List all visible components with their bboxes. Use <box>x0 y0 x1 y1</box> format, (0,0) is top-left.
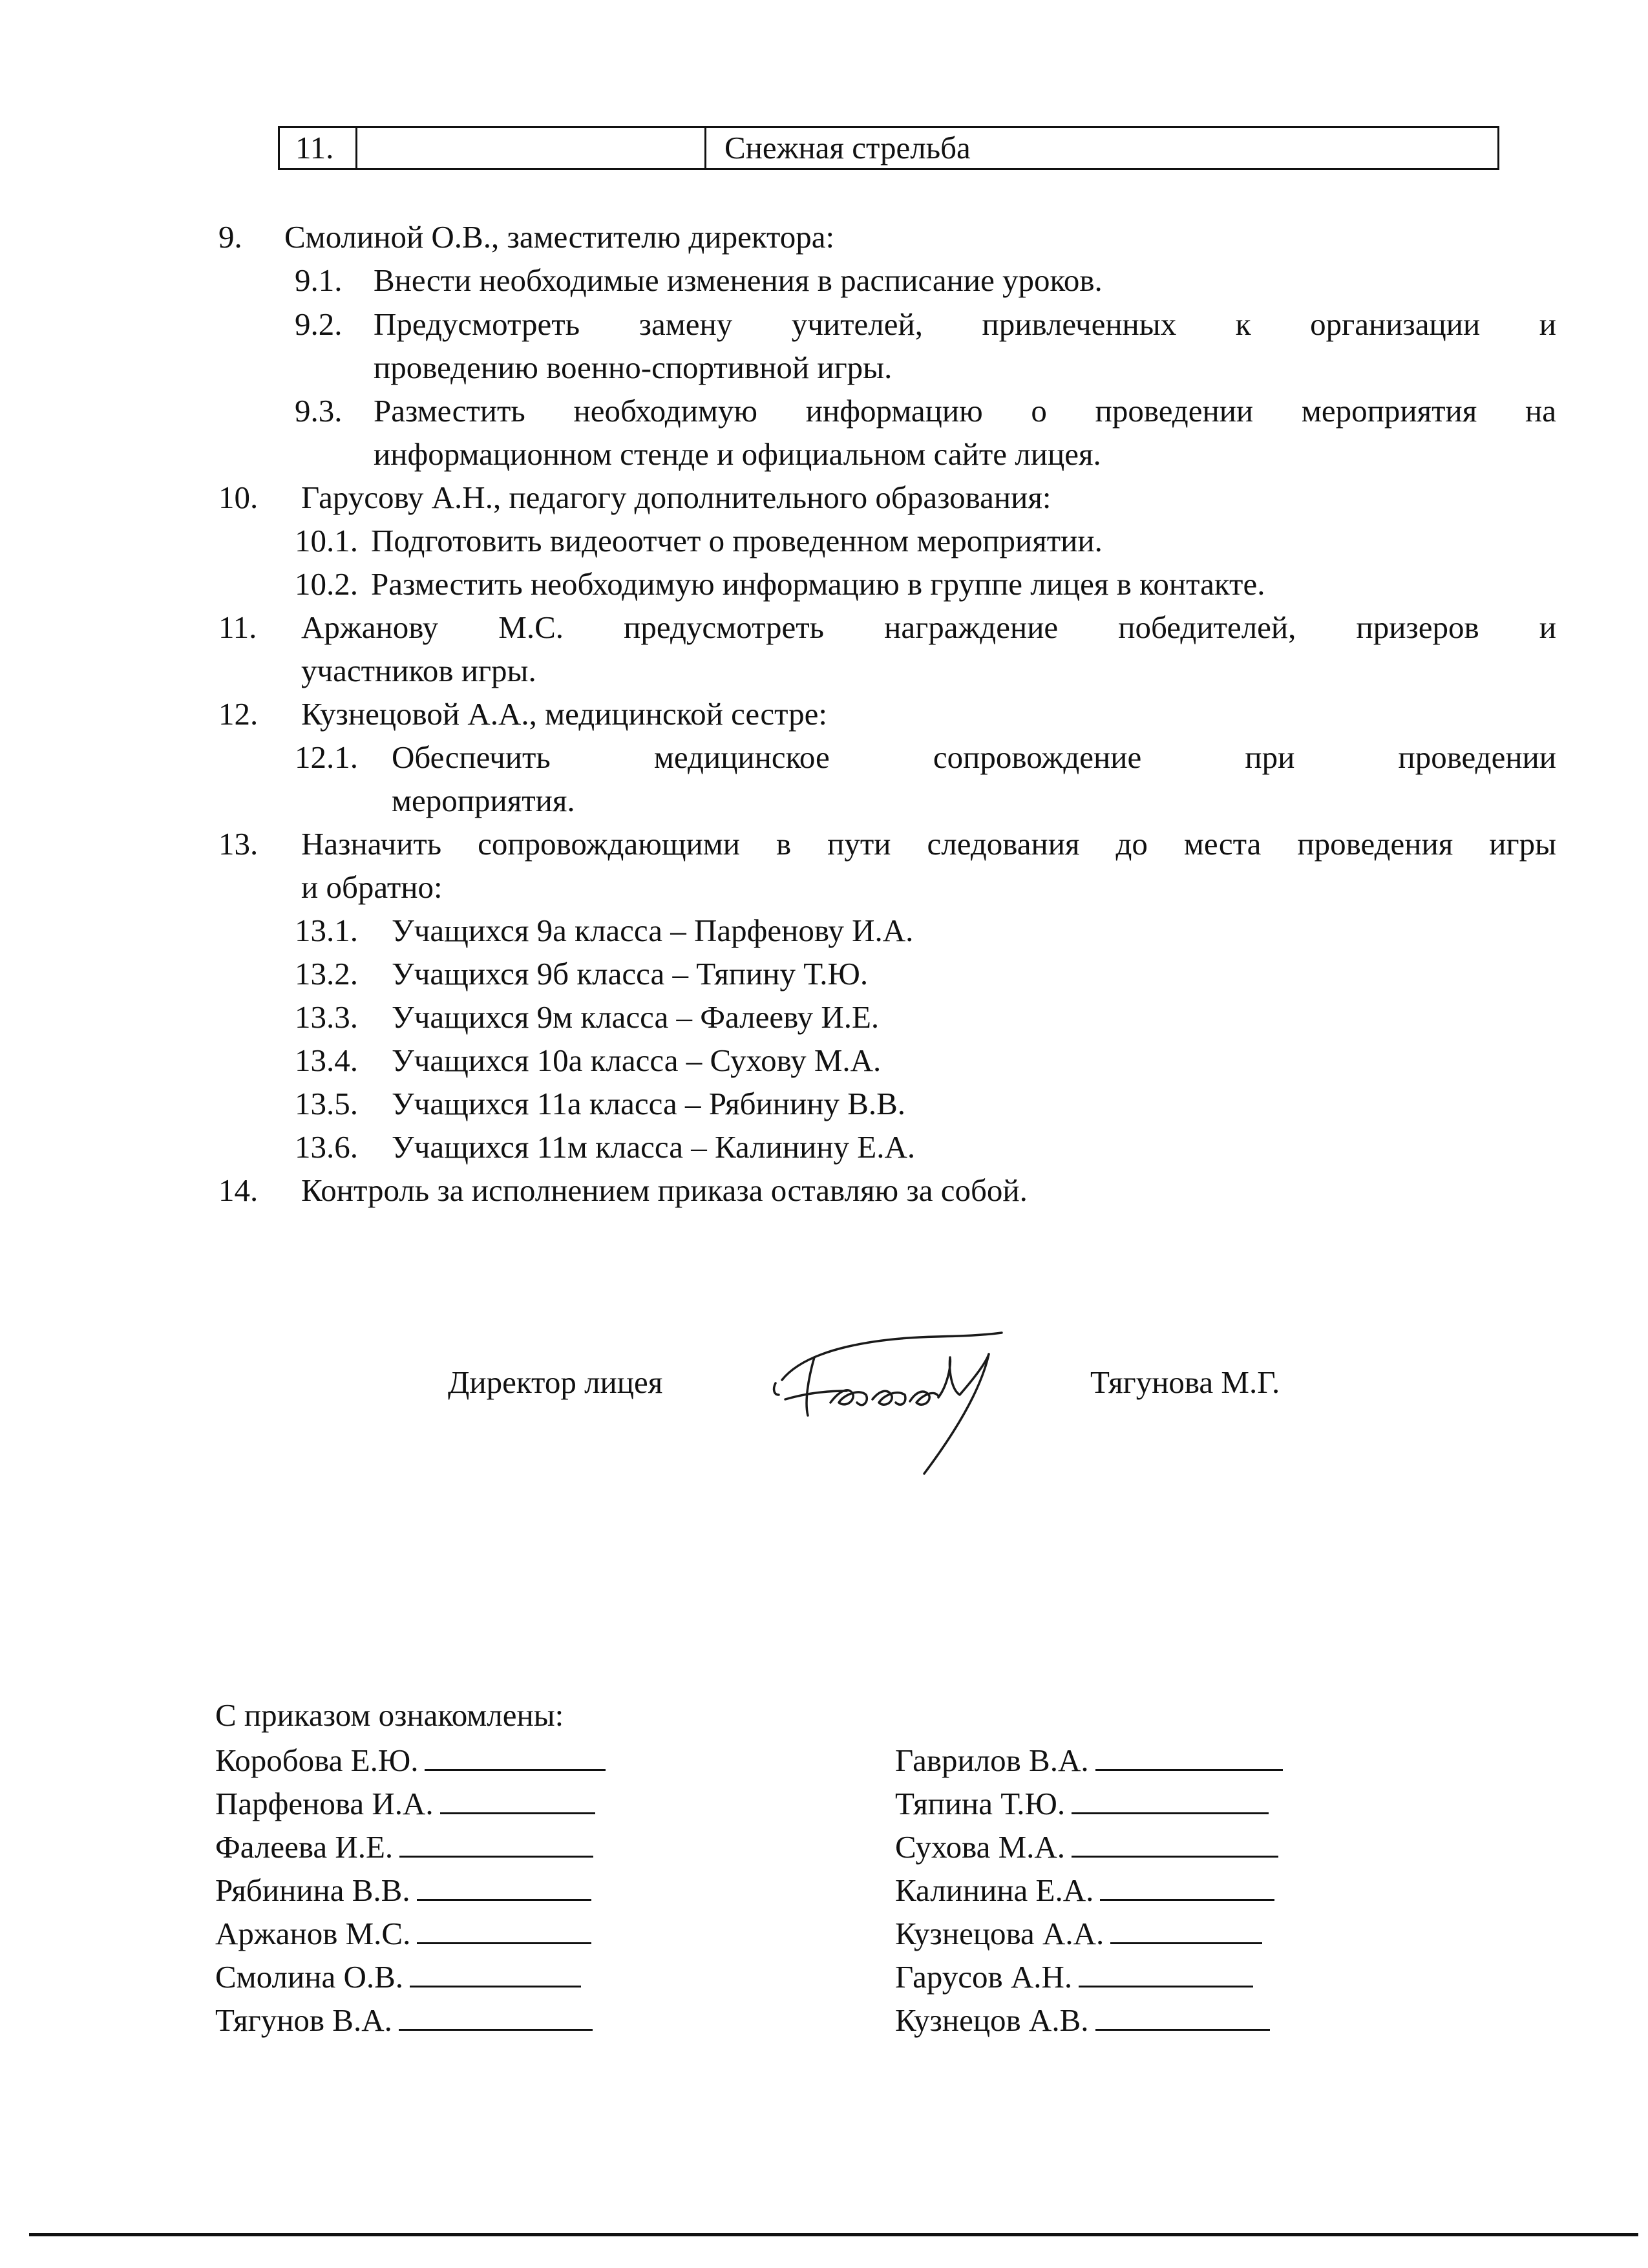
signatory-row <box>895 1825 1283 1869</box>
item-13-6-text: Учащихся 11м класса – Калинину Е.А. <box>392 1129 916 1165</box>
signatory-row <box>215 1955 606 1998</box>
signatory-row <box>895 1782 1283 1825</box>
item-9-1-text: Внести необходимые изменения в расписание уроков. <box>374 262 1103 298</box>
item-13-5-text: Учащихся 11а класса – Рябинину В.В. <box>392 1086 906 1121</box>
signatory-name: Тяпина Т.Ю. <box>895 1786 1066 1821</box>
signatory-row <box>215 1998 606 2042</box>
signature-line <box>417 1913 591 1944</box>
signatory-row <box>215 1739 606 1782</box>
item-13-2-number: 13.2. <box>295 956 358 991</box>
item-13-number: 13. <box>218 826 259 862</box>
item-9-2-line2: проведению военно-спортивной игры. <box>374 350 893 385</box>
signatory-row <box>215 1912 606 1955</box>
item-9-2-number: 9.2. <box>295 306 343 342</box>
item-11-number: 11. <box>218 609 257 645</box>
signature-line <box>1110 1913 1262 1944</box>
acknowledged-heading: С приказом ознакомлены: <box>215 1697 564 1733</box>
signatory-row <box>895 1912 1283 1955</box>
item-13-4-text: Учащихся 10а класса – Сухову М.А. <box>392 1043 882 1078</box>
signatory-name: Сухова М.А. <box>895 1829 1066 1865</box>
item-9-number: 9. <box>218 219 242 255</box>
director-title: Директор лицея <box>448 1364 663 1400</box>
item-9-3-number: 9.3. <box>295 393 343 429</box>
signatory-row <box>215 1782 606 1825</box>
signatory-row <box>215 1869 606 1912</box>
handwritten-signature <box>769 1319 1041 1487</box>
item-13-5-number: 13.5. <box>295 1086 358 1121</box>
item-13-3-number: 13.3. <box>295 999 358 1035</box>
signatory-name: Аржанов М.С. <box>215 1916 411 1951</box>
bottom-scan-line <box>29 2233 1638 2236</box>
item-12-number: 12. <box>218 696 259 732</box>
item-11-line2: участников игры. <box>301 653 536 688</box>
item-10-number: 10. <box>218 480 259 515</box>
item-10-text: Гарусову А.Н., педагогу дополнительного образования: <box>301 480 1051 515</box>
item-13-2-text: Учащихся 9б класса – Тяпину Т.Ю. <box>392 956 869 991</box>
item-10-1-number: 10.1. <box>295 523 358 558</box>
signatory-row <box>895 1955 1283 1998</box>
signatory-row <box>895 1998 1283 2042</box>
table-cell-empty <box>357 128 706 168</box>
signatory-name: Фалеева И.Е. <box>215 1829 394 1865</box>
item-13-line1: Назначить сопровождающими в пути следования до места проведения игры <box>301 826 1556 862</box>
signatory-row <box>215 1825 606 1869</box>
item-13-4-number: 13.4. <box>295 1043 358 1078</box>
item-13-line2: и обратно: <box>301 869 443 905</box>
signatory-name: Кузнецов А.В. <box>895 2002 1089 2038</box>
signatory-name: Гаврилов В.А. <box>895 1743 1089 1778</box>
item-14-text: Контроль за исполнением приказа оставляю за собой. <box>301 1172 1028 1208</box>
acknowledged-list-right <box>895 1739 1283 2042</box>
item-10-1-text: Подготовить видеоотчет о проведенном мероприятии. <box>371 523 1103 558</box>
signature-line <box>425 1739 606 1771</box>
signatory-name: Смолина О.В. <box>215 1959 404 1995</box>
signatory-name: Парфенова И.А. <box>215 1786 434 1821</box>
item-10-2-number: 10.2. <box>295 566 358 602</box>
signatory-name: Кузнецова А.А. <box>895 1916 1104 1951</box>
signature-line <box>1072 1783 1269 1814</box>
item-9-3-line1: Разместить необходимую информацию о проведении мероприятия на <box>374 393 1556 429</box>
item-11-line1: Аржанову М.С. предусмотреть награждение победителей, призеров и <box>301 609 1556 645</box>
signatory-row <box>895 1869 1283 1912</box>
acknowledged-list-left <box>215 1739 606 2042</box>
signatory-name: Рябинина В.В. <box>215 1872 410 1908</box>
signature-line <box>410 1956 581 1987</box>
signature-line <box>1079 1956 1253 1987</box>
signature-line <box>1095 1739 1283 1771</box>
signature-line <box>417 1869 591 1901</box>
director-name: Тягунова М.Г. <box>1090 1364 1280 1400</box>
signature-line <box>440 1783 595 1814</box>
item-13-3-text: Учащихся 9м класса – Фалееву И.Е. <box>392 999 880 1035</box>
item-12-text: Кузнецовой А.А., медицинской сестре: <box>301 696 828 732</box>
item-10-2-text: Разместить необходимую информацию в группе лицея в контакте. <box>371 566 1265 602</box>
signatory-name: Коробова Е.Ю. <box>215 1743 419 1778</box>
item-9-text: Смолиной О.В., заместителю директора: <box>284 219 835 255</box>
signatory-name: Калинина Е.А. <box>895 1872 1094 1908</box>
item-12-1-number: 12.1. <box>295 739 358 775</box>
signature-line <box>399 1826 593 1858</box>
item-9-3-line2: информационном стенде и официальном сайте лицея. <box>374 436 1101 472</box>
events-table-row <box>278 126 1499 170</box>
item-13-6-number: 13.6. <box>295 1129 358 1165</box>
signature-line <box>1100 1869 1274 1901</box>
signatory-name: Тягунов В.А. <box>215 2002 392 2038</box>
table-cell-number: 11. <box>280 128 357 168</box>
item-12-1-line2: мероприятия. <box>392 783 575 818</box>
signature-line <box>1072 1826 1278 1858</box>
item-9-2-line1: Предусмотреть замену учителей, привлеченных к организации и <box>374 306 1556 342</box>
signature-line <box>1095 1999 1270 2031</box>
signatory-row <box>895 1739 1283 1782</box>
item-13-1-text: Учащихся 9а класса – Парфенову И.А. <box>392 913 914 948</box>
signature-line <box>399 1999 593 2031</box>
item-12-1-line1: Обеспечить медицинское сопровождение при проведении <box>392 739 1556 775</box>
item-13-1-number: 13.1. <box>295 913 358 948</box>
table-cell-event: Снежная стрельба <box>724 130 971 165</box>
item-9-1-number: 9.1. <box>295 262 343 298</box>
signatory-name: Гарусов А.Н. <box>895 1959 1073 1995</box>
item-14-number: 14. <box>218 1172 259 1208</box>
